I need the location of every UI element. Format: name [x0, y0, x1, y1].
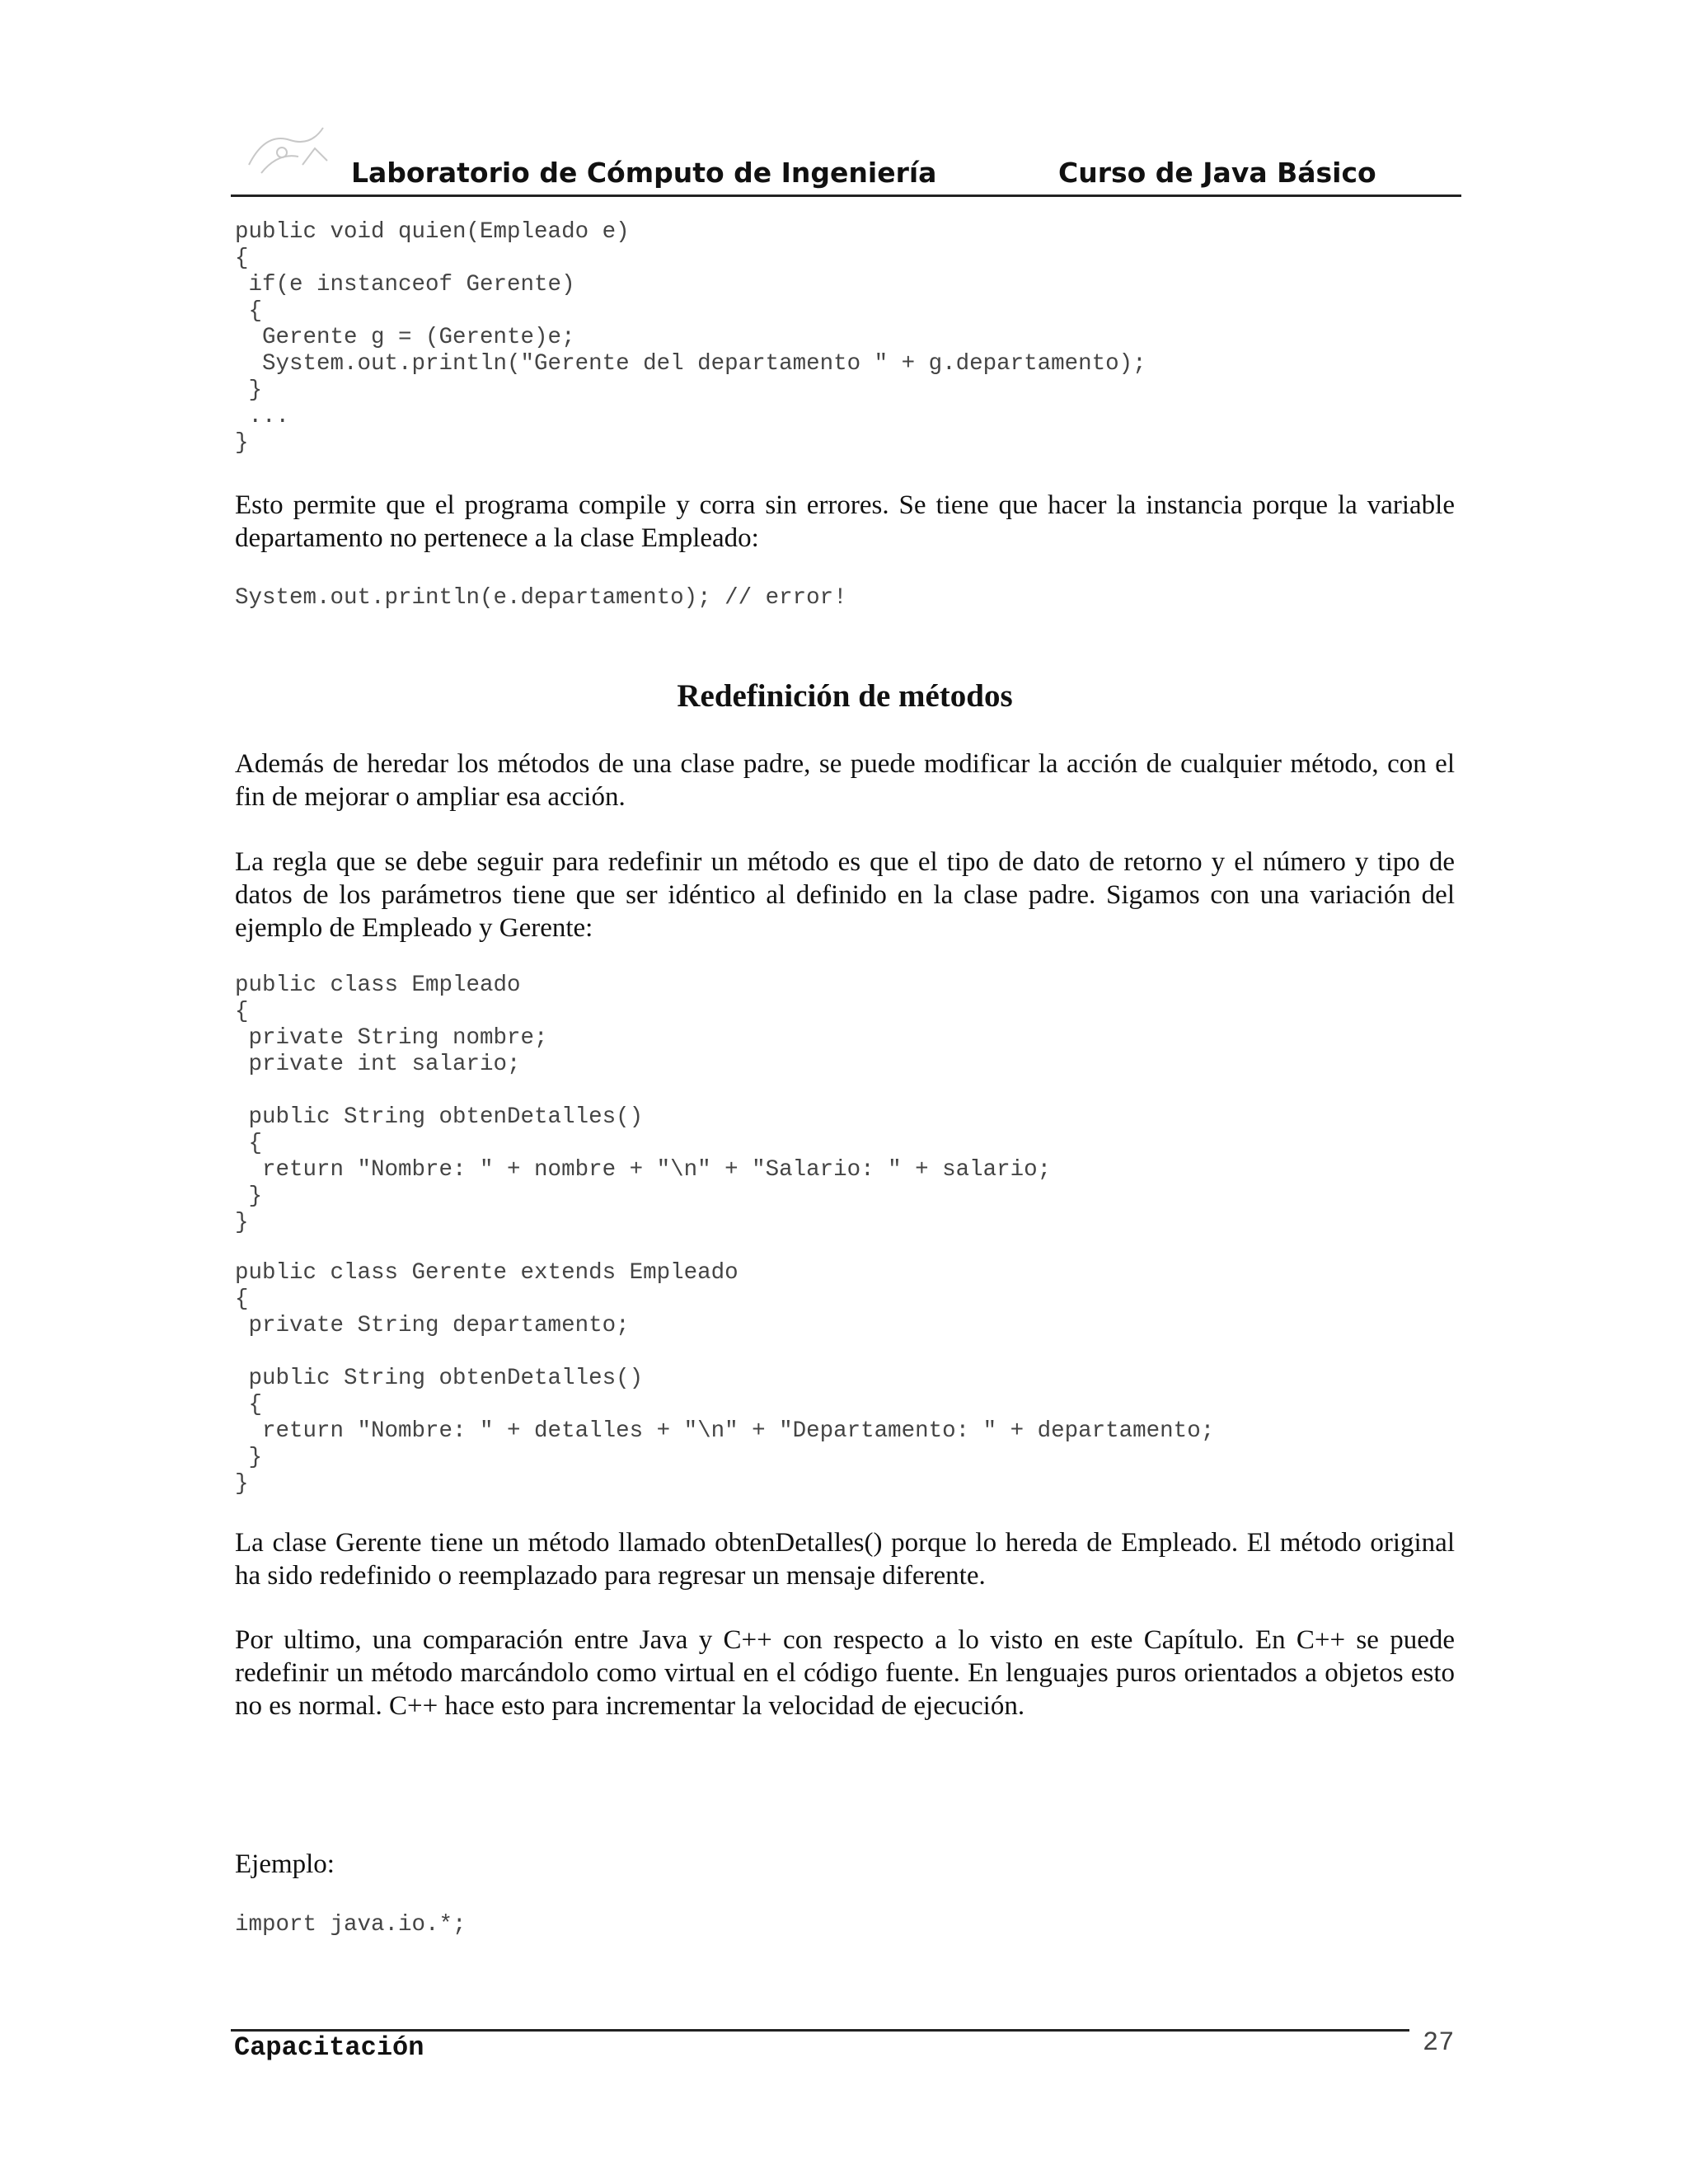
header-lab-title: Laboratorio de Cómputo de Ingeniería — [351, 157, 937, 189]
page-number: 27 — [1423, 2027, 1455, 2058]
paragraph-override-rule: La regla que se debe seguir para redefinir un método es que el tipo de dato de retorno y el número y tipo de datos de los parámetros tiene que ser idéntico al definido en la clase padre. Sigamos con una variación del ejemplo de Empleado y Gerente: — [235, 847, 1455, 943]
section-title: Redefinición de métodos — [677, 678, 1013, 714]
code-block-empleado: public class Empleado { private String nombre; private int salario; public String obtenDetalles() { return "Nombre: " + nombre + "\n" + "Salario: " + salario; } } — [235, 972, 1052, 1235]
paragraph-inheritance: Además de heredar los métodos de una clase padre, se puede modificar la acción de cualquier método, con el fin de mejorar o ampliar esa acción. — [235, 749, 1455, 812]
footer-label: Capacitación — [234, 2032, 424, 2063]
paragraph-compile-explanation: Esto permite que el programa compile y corra sin errores. Se tiene que hacer la instancia porque la variable departamento no pertenece a la clase Empleado: — [235, 490, 1455, 553]
header-course-title: Curso de Java Básico — [1058, 157, 1376, 189]
code-block-quien: public void quien(Empleado e) { if(e instanceof Gerente) { Gerente g = (Gerente)e; System.out.println("Gerente del departamento " + g.departamento); } ... } — [235, 219, 1146, 456]
code-line-error: System.out.println(e.departamento); // error! — [235, 585, 847, 611]
code-block-gerente: public class Gerente extends Empleado { private String departamento; public String obtenDetalles() { return "Nombre: " + detalles + "\n" + "Departamento: " + departamento; } } — [235, 1260, 1215, 1497]
paragraph-gerente-method: La clase Gerente tiene un método llamado obtenDetalles() porque lo hereda de Empleado. El método original ha sido redefinido o reemplazado para regresar un mensaje diferente. — [235, 1528, 1455, 1591]
page-header — [231, 153, 1461, 197]
paragraph-java-cpp: Por ultimo, una comparación entre Java y C++ con respecto a lo visto en este Capítulo. En C++ se puede redefinir un método marcándolo como virtual en el código fuente. En lenguajes puros orientados a objetos esto no es normal. C++ hace esto para incrementar la velocidad de ejecución. — [235, 1625, 1455, 1721]
code-line-import: import java.io.*; — [235, 1912, 467, 1938]
paragraph-ejemplo: Ejemplo: — [235, 1849, 335, 1879]
footer-rule — [231, 2029, 1409, 2032]
